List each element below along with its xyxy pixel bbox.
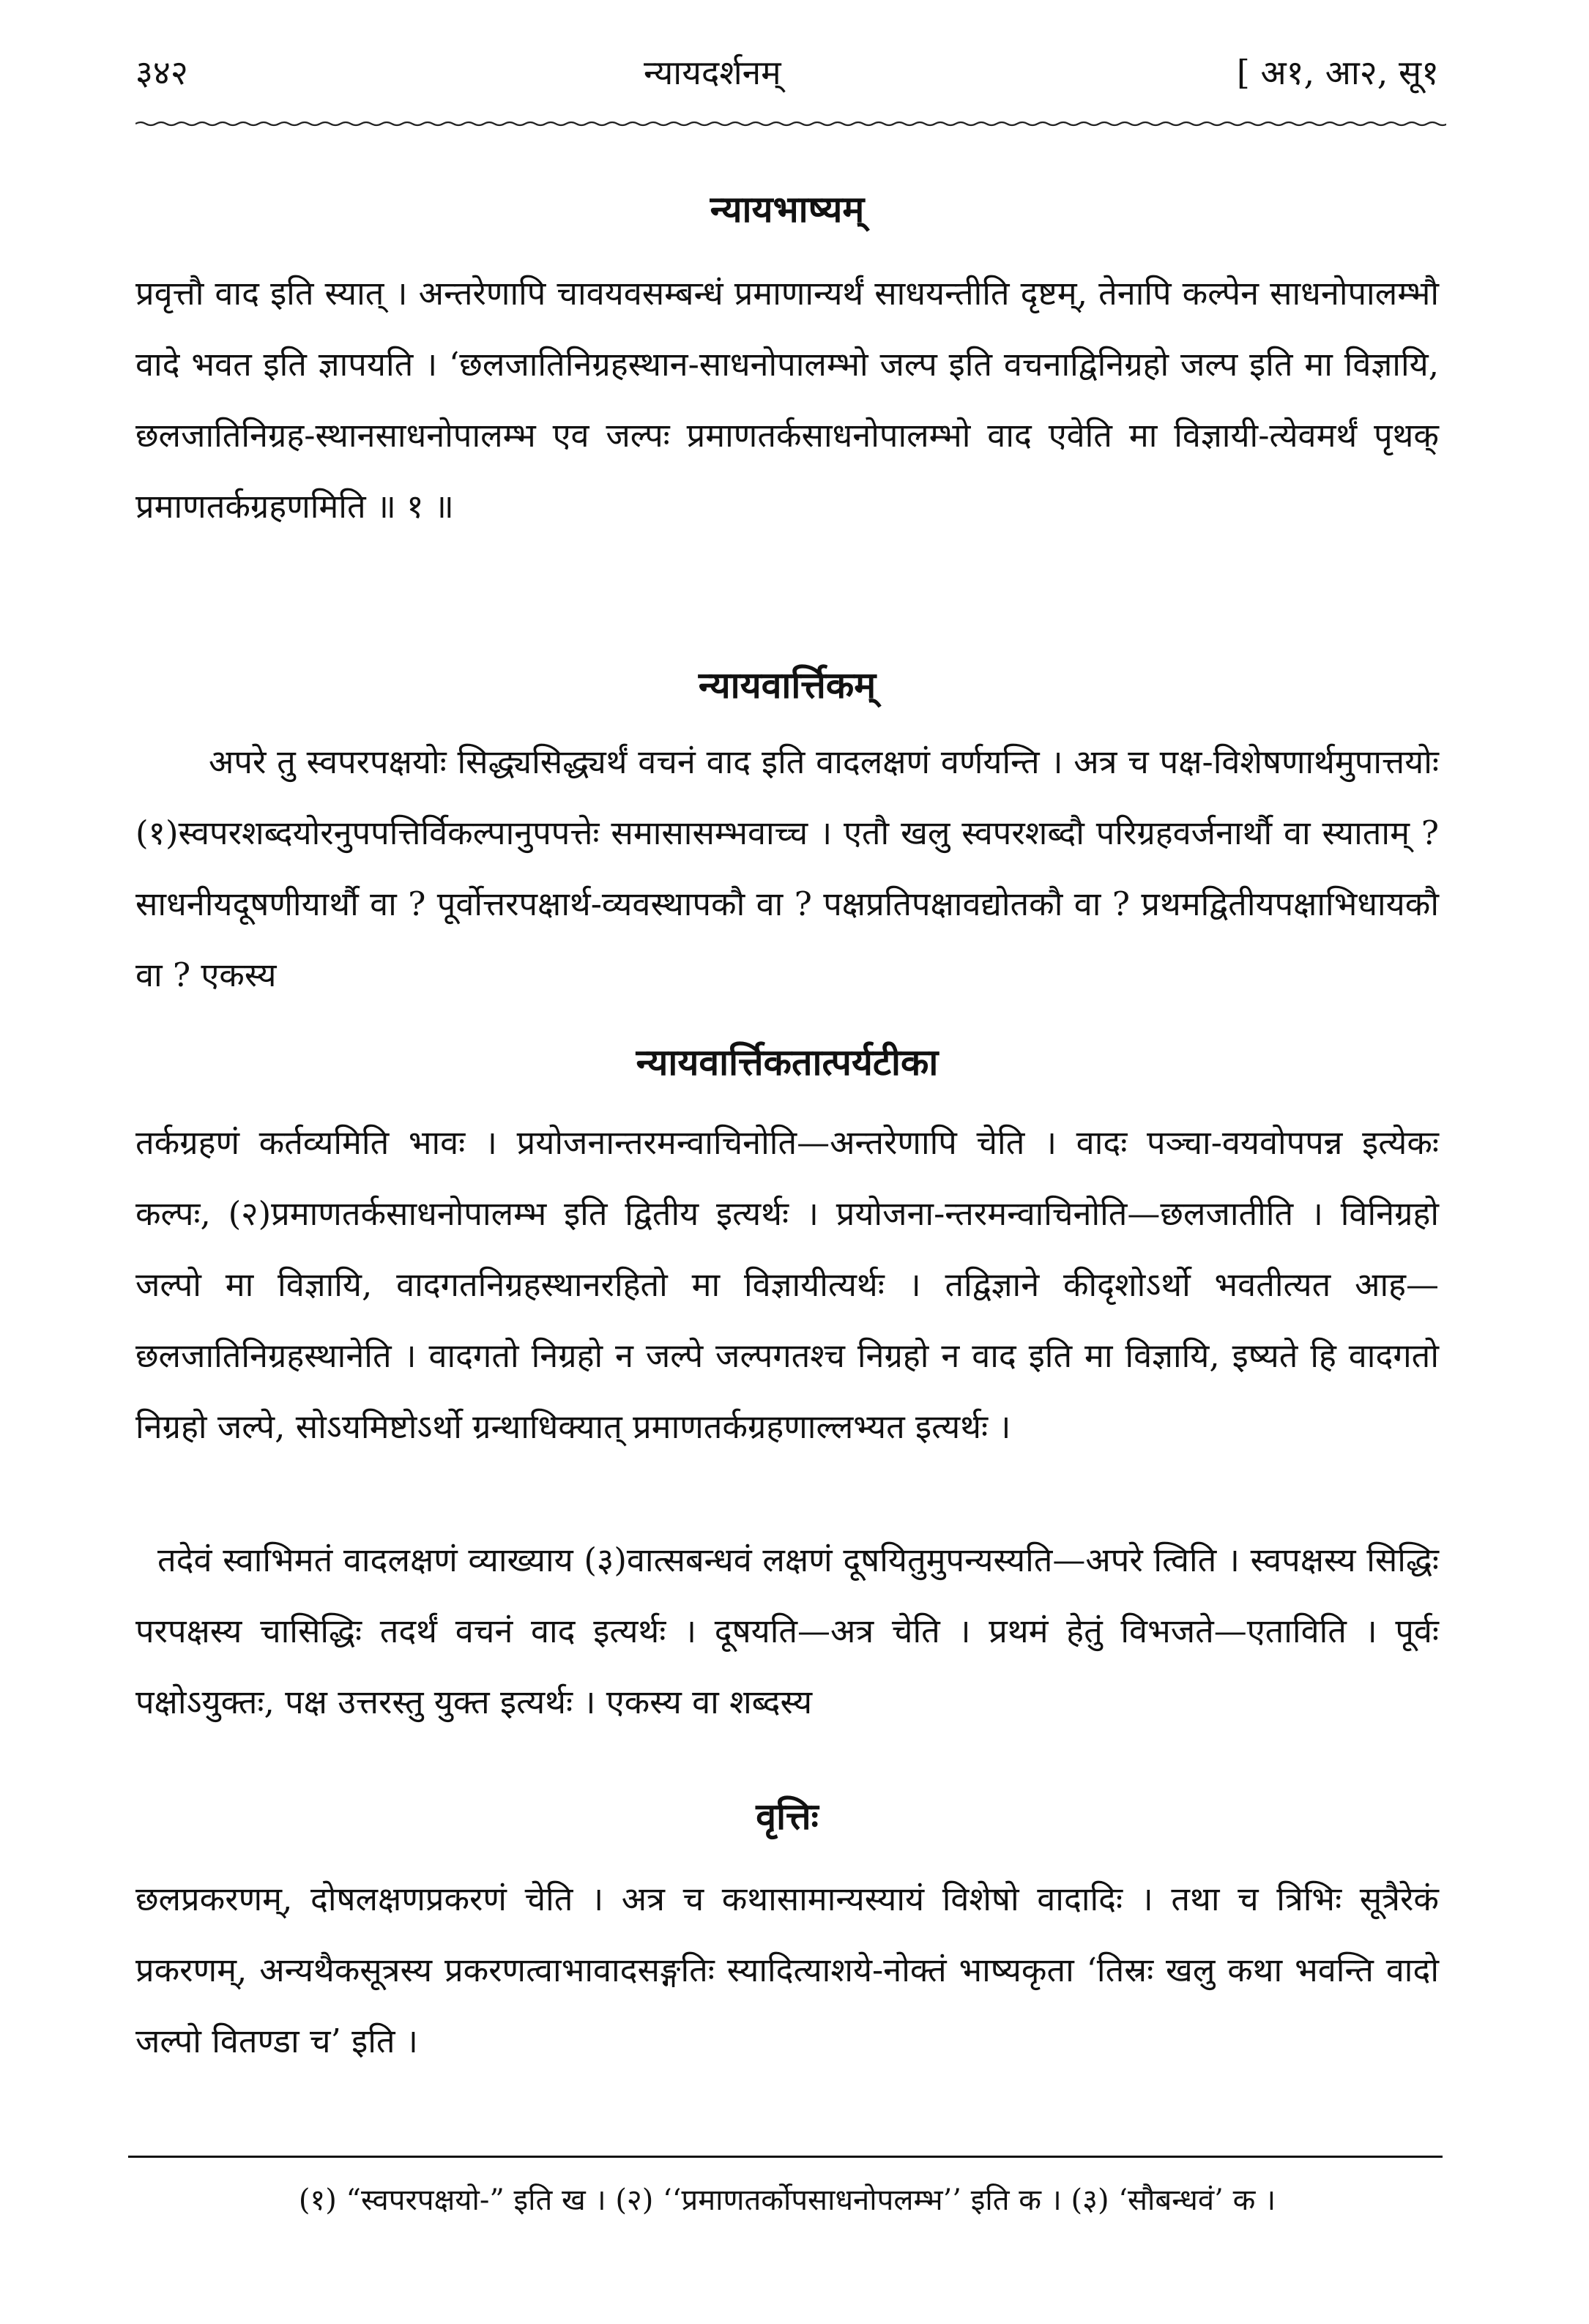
tika-paragraph-2: तदेवं स्वाभिमतं वादलक्षणं व्याख्याय (३)वात्सबन्धवं लक्षणं दूषयितुमुपन्यस्यति—अपरे त्विति । स्वपक्षस्य सिद्धिः परपक्षस्य चासिद्धिः तदर्थं वचनं वाद इत्यर्थः । दूषयति—अत्र चेति । प्रथमं हेतुं विभजते—एताविति । पूर्वः पक्षोऽयुक्तः, पक्ष उत्तरस्तु युक्त इत्यर्थः । एकस्य वा शब्दस्य — [135, 1541, 1439, 1721]
footnote-divider — [128, 2156, 1443, 2158]
tika-paragraph-1: तर्कग्रहणं कर्तव्यमिति भावः । प्रयोजनान्तरमन्वाचिनोति—अन्तरेणापि चेति । वादः पञ्चा-वयवोपपन्न इत्येकः कल्पः, (२)प्रमाणतर्कसाधनोपालम्भ इति द्वितीय इत्यर्थः । प्रयोजना-न्तरमन्वाचिनोति—छलजातीति । विनिग्रहो जल्पो मा विज्ञायि, वादगतनिग्रहस्थानरहितो मा विज्ञायीत्यर्थः । तद्विज्ञाने कीदृशोऽर्थो भवतीत्यत आह—छलजातिनिग्रहस्थानेति । वादगतो निग्रहो न जल्पे जल्पगतश्च निग्रहो न वाद इति मा विज्ञायि, इष्यते हि वादगतो निग्रहो जल्पे, सोऽयमिष्टोऽर्थो ग्रन्थाधिक्यात् प्रमाणतर्कग्रहणाल्लभ्यत इत्यर्थः । — [135, 1123, 1439, 1446]
page-number: ३४२ — [135, 53, 188, 92]
vartika-text: अपरे तु स्वपरपक्षयोः सिद्ध्यसिद्ध्यर्थं वचनं वाद इति वादलक्षणं वर्णयन्ति । अत्र च पक्ष-विशेषणार्थमुपात्तयोः (१)स्वपरशब्दयोरनुपपत्तिर्विकल्पानुपपत्तेः समासासम्भवाच्च । एतौ खलु स्वपरशब्दौ परिग्रहवर्जनार्थौ वा स्याताम् ? साधनीयदूषणीयार्थौ वा ? पूर्वोत्तरपक्षार्थ-व्यवस्थापकौ वा ? पक्षप्रतिपक्षावद्योतकौ वा ? प्रथमद्वितीयपक्षाभिधायकौ वा ? एकस्य — [135, 742, 1439, 994]
section-title-vartika: न्यायवार्त्तिकम् — [698, 663, 877, 707]
book-title: न्यायदर्शनम् — [644, 53, 781, 92]
header-wavy-rule — [135, 119, 1446, 129]
chapter-reference: [ अ१, आ२, सू१ — [1236, 53, 1439, 92]
section-title-tika: न्यायवार्त्तिकतात्पर्यटीका — [636, 1040, 939, 1084]
running-header — [135, 42, 1439, 101]
section-title-vritti: वृत्तिः — [756, 1795, 819, 1838]
vritti-text: छलप्रकरणम्, दोषलक्षणप्रकरणं चेति । अत्र च कथासामान्यस्यायं विशेषो वादादिः । तथा च त्रिभिः सूत्रैरेकं प्रकरणम्, अन्यथैकसूत्रस्य प्रकरणत्वाभावादसङ्गतिः स्यादित्याशये-नोक्तं भाष्यकृता ‘तिस्रः खलु कथा भवन्ति वादो जल्पो वितण्डा च’ इति । — [135, 1880, 1439, 2060]
bhashya-text: प्रवृत्तौ वाद इति स्यात् । अन्तरेणापि चावयवसम्बन्धं प्रमाणान्यर्थं साधयन्तीति दृष्टम्, तेनापि कल्पेन साधनोपालम्भौ वादे भवत इति ज्ञापयति । ‘छलजातिनिग्रहस्थान-साधनोपालम्भो जल्प इति वचनाद्विनिग्रहो जल्प इति मा विज्ञायि, छलजातिनिग्रह-स्थानसाधनोपालम्भ एव जल्पः प्रमाणतर्कसाधनोपालम्भो वाद एवेति मा विज्ञायी-त्येवमर्थं पृथक् प्रमाणतर्कग्रहणमिति ॥ १ ॥ — [135, 274, 1439, 526]
section-title-bhashya: न्यायभाष्यम् — [710, 187, 865, 231]
footnotes: (१) “स्वपरपक्षयो-” इति ख । (२) ‘‘प्रमाणतर्कोपसाधनोपलम्भ’’ इति क । (३) ‘सौबन्धवं’ क । — [298, 2183, 1276, 2217]
